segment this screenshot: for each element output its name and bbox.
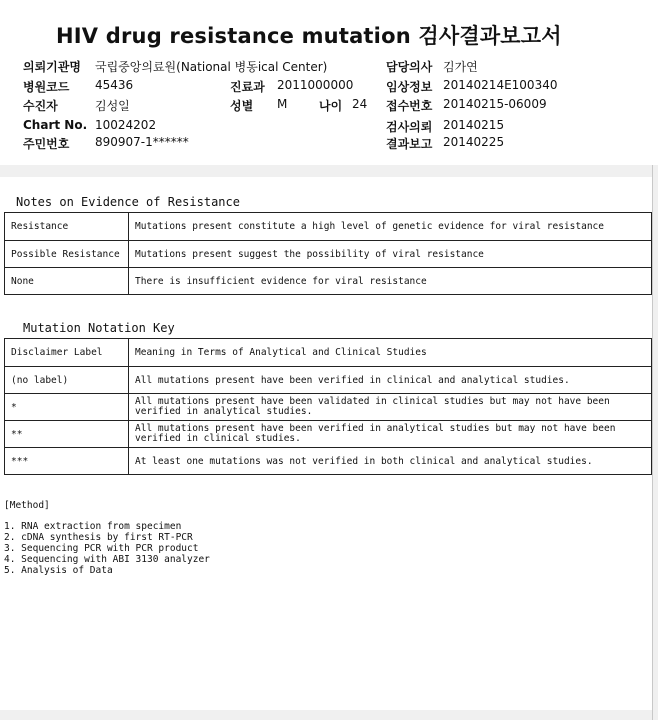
key-text-cell: At least one mutations was not verified in both clinical and analytical studies. bbox=[129, 448, 652, 475]
clinical-info-label: 임상정보 bbox=[386, 80, 433, 94]
chart-no-value: 10024202 bbox=[95, 118, 157, 132]
page-edge-divider bbox=[652, 165, 653, 720]
notes-label-cell: Resistance bbox=[5, 213, 129, 241]
table-row bbox=[5, 268, 652, 295]
department-value: 2011000000 bbox=[277, 78, 354, 92]
receipt-no-value: 20140215-06009 bbox=[443, 97, 547, 111]
key-text-cell: All mutations present have been verified in analytical studies but may not have been verified in clinical studies. bbox=[129, 421, 652, 448]
key-heading: Mutation Notation Key bbox=[23, 321, 175, 335]
key-label-cell: * bbox=[5, 394, 129, 421]
method-step: 2. cDNA synthesis by first RT-PCR bbox=[4, 532, 193, 543]
doctor-value: 김가연 bbox=[443, 60, 478, 74]
report-title: HIV drug resistance mutation 검사결과보고서 bbox=[56, 24, 562, 48]
sex-label: 성별 bbox=[230, 99, 254, 113]
method-heading: [Method] bbox=[4, 500, 50, 511]
doctor-label: 담당의사 bbox=[386, 60, 433, 74]
department-label: 진료과 bbox=[230, 80, 265, 94]
key-header-label-cell: Disclaimer Label bbox=[5, 339, 129, 367]
table-row bbox=[5, 241, 652, 268]
patient-label: 수진자 bbox=[23, 99, 58, 113]
method-step: 5. Analysis of Data bbox=[4, 565, 113, 576]
notes-text-cell: Mutations present constitute a high level of genetic evidence for viral resistance bbox=[129, 213, 652, 241]
hospital-code-value: 45436 bbox=[95, 78, 134, 92]
notes-label-cell: Possible Resistance bbox=[5, 241, 129, 268]
request-date-label: 검사의뢰 bbox=[386, 120, 433, 134]
table-row bbox=[5, 394, 652, 421]
request-date-value: 20140215 bbox=[443, 118, 505, 132]
table-row bbox=[5, 367, 652, 394]
notes-text-cell: There is insufficient evidence for viral resistance bbox=[129, 268, 652, 295]
table-row bbox=[5, 213, 652, 241]
chart-no-label: Chart No. bbox=[23, 118, 88, 132]
key-header-text-cell: Meaning in Terms of Analytical and Clinical Studies bbox=[129, 339, 652, 367]
resident-no-label: 주민번호 bbox=[23, 137, 70, 151]
resident-no-value: 890907-1****** bbox=[95, 135, 189, 149]
notes-label-cell: None bbox=[5, 268, 129, 295]
age-value: 24 bbox=[352, 97, 368, 111]
report-date-label: 결과보고 bbox=[386, 137, 433, 151]
key-label-cell: ** bbox=[5, 421, 129, 448]
table-row bbox=[5, 448, 652, 475]
key-label-cell: *** bbox=[5, 448, 129, 475]
age-label: 나이 bbox=[319, 99, 343, 113]
sex-value: M bbox=[277, 97, 288, 111]
clinical-info-value: 20140214E100340 bbox=[443, 78, 558, 92]
key-table bbox=[4, 338, 652, 475]
key-text-cell: All mutations present have been verified in clinical and analytical studies. bbox=[129, 367, 652, 394]
key-text-cell: All mutations present have been validated in clinical studies but may not have been verified in analytical studies. bbox=[129, 394, 652, 421]
table-row bbox=[5, 339, 652, 367]
report-date-value: 20140225 bbox=[443, 135, 505, 149]
notes-text-cell: Mutations present suggest the possibility of viral resistance bbox=[129, 241, 652, 268]
notes-table bbox=[4, 212, 652, 295]
notes-heading: Notes on Evidence of Resistance bbox=[16, 195, 240, 209]
hospital-code-label: 병원코드 bbox=[23, 80, 70, 94]
receipt-no-label: 접수번호 bbox=[386, 99, 433, 113]
method-list bbox=[4, 521, 210, 576]
institution-label: 의뢰기관명 bbox=[23, 60, 81, 74]
method-step: 4. Sequencing with ABI 3130 analyzer bbox=[4, 554, 210, 565]
key-label-cell: (no label) bbox=[5, 367, 129, 394]
method-step: 1. RNA extraction from specimen bbox=[4, 521, 182, 532]
institution-value: 국립중앙의료원(National 병동ical Center) bbox=[95, 60, 328, 74]
patient-value: 김성일 bbox=[95, 99, 130, 113]
method-step: 3. Sequencing PCR with PCR product bbox=[4, 543, 199, 554]
table-row bbox=[5, 421, 652, 448]
